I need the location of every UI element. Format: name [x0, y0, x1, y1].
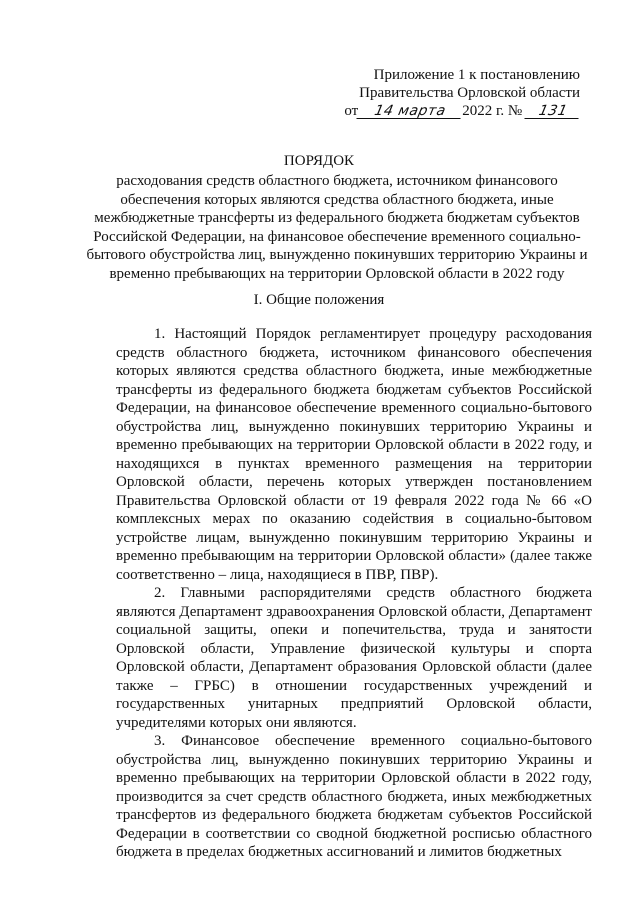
- document-body: [116, 325, 592, 862]
- appendix-date-line: [344, 102, 580, 120]
- appendix-line-2: Правительства Орловской области: [359, 85, 580, 101]
- paragraph-1: 1. Настоящий Порядок регламентирует процедуру расходования средств областного бюджета, источником финансового обеспечения которых являются средства областного бюджета, иные межбюджетные трансферты из федерального бюджета бюджетам субъектов Российской Федерации, на финансовое обеспечение временного социально-бытового обустройства лиц, вынужденно покинувших территорию Украины и временно пребывающих на территории Орловской области в 2022 году, и находящихся в пунктах временного размещения на территории Орловской области, перечень которых утвержден постановлением Правительства Орловской области от 19 февраля 2022 года № 66 «О комплексных мерах по оказанию содействия в социально-бытовом устройстве лицам, вынужденно покинувшим территорию Украины и временно пребывающим на территории Орловской области» (далее также соответственно – лица, находящиеся в ПВР, ПВР).: [116, 326, 592, 583]
- paragraph-3: 3. Финансовое обеспечение временного социально-бытового обустройства лиц, вынужденно покинувших территорию Украины и временно пребывающих на территории Орловской области в 2022 году, производится за счет средств областного бюджета, иных межбюджетных трансфертов из федерального бюджета бюджетам субъектов Российской Федерации в соответствии со сводной бюджетной росписью областного бюджета в пределах бюджетных ассигнований и лимитов бюджетных: [116, 733, 592, 860]
- appendix-header: [344, 66, 580, 120]
- handwritten-number: 131: [524, 104, 581, 119]
- from-prefix: от: [344, 103, 359, 119]
- section-title: I. Общие положения: [253, 292, 385, 308]
- document-subtitle: расходования средств областного бюджета, источником финансового обеспечения которых являются средства областного бюджета, иные межбюджетные трансферты из федерального бюджета бюджетам субъектов Российской Федерации, на финансовое обеспечение временного социально-бытового обустройства лиц, вынужденно покинувших территорию Украины и временно пребывающих на территории Орловской области в 2022 году: [86, 173, 588, 282]
- document-title: ПОРЯДОК: [283, 153, 355, 169]
- year-text: 2022 г. №: [462, 103, 523, 119]
- appendix-line-1: Приложение 1 к постановлению: [373, 67, 580, 83]
- paragraph-2: 2. Главными распорядителями средств областного бюджета являются Департамент здравоохранения Орловской области, Департамент социальной защиты, опеки и попечительства, труда и занятости Орловской области, Управление физической культуры и спорта Орловской области, Департамент образования Орловской области (далее также – ГРБС) в отношении государственных учреждений и государственных унитарных предприятий Орловской области, учредителями которых они являются.: [116, 585, 592, 731]
- handwritten-date: 14 марта: [357, 104, 464, 119]
